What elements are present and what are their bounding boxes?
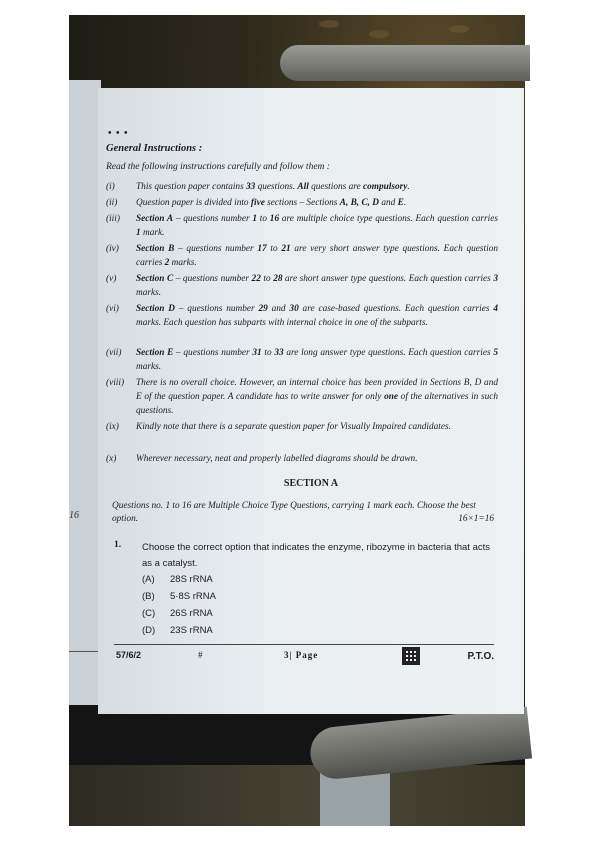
option-text: 5·8S rRNA [170, 591, 216, 602]
instruction-number: (ix) [106, 422, 119, 432]
exam-paper [98, 88, 524, 714]
instruction-text: This question paper contains 33 questions. All questions are compulsory. [136, 182, 410, 192]
paper-code: 57/6/2 [116, 650, 142, 660]
footer-hash: # [198, 650, 203, 660]
instruction-text: Section D – questions number 29 and 30 are case-based questions. Each question carries 4 marks. Each question has subparts with internal choice in one of the subparts. [136, 304, 498, 328]
instruction-number: (viii) [106, 378, 125, 388]
instruction-item [106, 242, 498, 270]
footer-rule [114, 644, 494, 645]
option-d [142, 625, 213, 636]
option-text: 28S rRNA [170, 574, 213, 585]
option-b [142, 591, 216, 602]
ground [69, 760, 525, 826]
instruction-text: Question paper is divided into five sections – Sections A, B, C, D and E. [136, 198, 407, 208]
adjacent-page-edge [69, 80, 101, 720]
option-text: 26S rRNA [170, 608, 213, 619]
instruction-number: (vi) [106, 304, 119, 314]
question-text: Choose the correct option that indicates the enzyme, ribozyme in bacteria that acts as a catalyst. [142, 542, 490, 569]
instruction-text: Wherever necessary, neat and properly labelled diagrams should be drawn. [136, 454, 418, 464]
instruction-text: There is no overall choice. However, an internal choice has been provided in Sections B, D and E of the question paper. A candidate has to write answer for only one of the alternatives in such questions. [136, 378, 498, 416]
instruction-item [106, 420, 498, 434]
instruction-text: Section C – questions number 22 to 28 are short answer type questions. Each question carries 3 marks. [136, 274, 498, 298]
instruction-item [106, 302, 498, 330]
option-a [142, 574, 213, 585]
instruction-number: (iv) [106, 244, 119, 254]
section-intro: Questions no. 1 to 16 are Multiple Choice Type Questions, carrying 1 mark each. Choose the best option. [112, 501, 476, 524]
instruction-text: Section A – questions number 1 to 16 are multiple choice type questions. Each question carries 1 mark. [136, 214, 498, 238]
instruction-number: (x) [106, 454, 117, 464]
option-label: (A) [142, 574, 155, 585]
instruction-item [106, 452, 498, 466]
instruction-item [106, 376, 498, 418]
general-instructions-title: General Instructions : [106, 143, 203, 154]
instruction-item [106, 212, 498, 240]
instruction-number: (iii) [106, 214, 120, 224]
instruction-text: Section B – questions number 17 to 21 are very short answer type questions. Each question carries 2 marks. [136, 244, 498, 268]
pto-label: P.T.O. [467, 651, 494, 662]
instruction-number: (v) [106, 274, 117, 284]
instruction-number: (vii) [106, 348, 122, 358]
section-heading: SECTION A [283, 478, 339, 489]
qr-code-icon [402, 647, 420, 665]
instruction-text: Kindly note that there is a separate question paper for Visually Impaired candidates. [136, 422, 451, 432]
instruction-item [106, 346, 498, 374]
instruction-item [106, 180, 498, 194]
instruction-number: (i) [106, 182, 115, 192]
chair-armrest-top [280, 45, 530, 81]
page-number: 3| Page [284, 650, 319, 660]
option-c [142, 608, 213, 619]
instructions-intro: Read the following instructions carefully and follow them : [106, 162, 330, 172]
section-marks: 16×1=16 [458, 514, 494, 524]
instruction-number: (ii) [106, 198, 118, 208]
option-label: (C) [142, 608, 156, 619]
option-text: 23S rRNA [170, 625, 213, 636]
instruction-item [106, 272, 498, 300]
option-label: (B) [142, 591, 155, 602]
option-label: (D) [142, 625, 156, 636]
decorative-dots: • • • [108, 128, 129, 139]
edge-page-number: 16 [69, 510, 79, 521]
question-number: 1. [114, 540, 122, 550]
instruction-text: Section E – questions number 31 to 33 are long answer type questions. Each question carries 5 marks. [136, 348, 498, 372]
instruction-item [106, 196, 498, 210]
